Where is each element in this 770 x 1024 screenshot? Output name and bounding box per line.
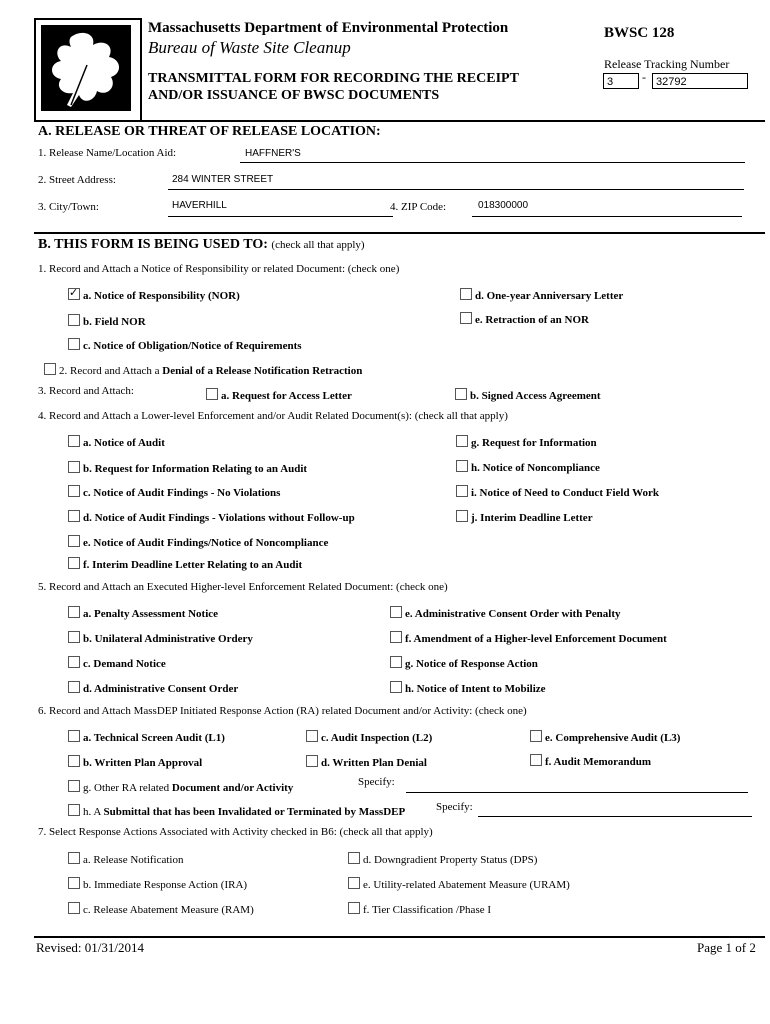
q1-option-e[interactable]: [460, 312, 589, 326]
q1-b-label: b. Field NOR: [83, 316, 146, 328]
q5-h-label: h. Notice of Intent to Mobilize: [405, 683, 546, 695]
q6-f-label: f. Audit Memorandum: [545, 756, 652, 768]
q6-h-prefix: h. A: [83, 806, 104, 818]
q4-option-h[interactable]: [456, 460, 600, 474]
q5-b-label: b. Unilateral Administrative Ordery: [83, 633, 253, 645]
form-title-line2: AND/OR ISSUANCE OF BWSC DOCUMENTS: [148, 88, 440, 103]
q3-option-b[interactable]: [455, 388, 601, 402]
q5-option-f[interactable]: [390, 631, 667, 645]
checkbox-icon[interactable]: [306, 730, 318, 742]
q5-option-c[interactable]: [68, 656, 166, 670]
q4-option-a[interactable]: [68, 435, 165, 449]
checkbox-icon[interactable]: [68, 656, 80, 668]
release-name-label: 1. Release Name/Location Aid:: [38, 147, 177, 159]
q7-option-d[interactable]: [348, 852, 537, 866]
q4-option-e[interactable]: [68, 535, 328, 549]
checkbox-icon[interactable]: [348, 852, 360, 864]
zip-code-label: 4. ZIP Code:: [390, 201, 447, 213]
checkbox-icon[interactable]: [348, 902, 360, 914]
rtn-part2-field[interactable]: 32792: [652, 73, 748, 89]
q6-g-specify-label: Specify:: [358, 776, 395, 788]
q6-option-d[interactable]: [306, 755, 427, 769]
q3-option-a[interactable]: [206, 388, 352, 402]
section-a-divider: [34, 232, 765, 234]
checkbox-icon[interactable]: [456, 460, 468, 472]
q6-label: 6. Record and Attach MassDEP Initiated Response Action (RA) related Document and/or Activity: (check one): [38, 705, 527, 717]
q1-option-b[interactable]: [68, 314, 146, 328]
street-address-field[interactable]: 284 WINTER STREET: [172, 174, 274, 185]
checkbox-icon[interactable]: [456, 435, 468, 447]
checkbox-icon[interactable]: [68, 461, 80, 473]
q6-option-c[interactable]: [306, 730, 432, 744]
checkbox-icon[interactable]: [206, 388, 218, 400]
checkbox-icon[interactable]: [44, 363, 56, 375]
q6-c-label: c. Audit Inspection (L2): [321, 732, 433, 744]
q3-a-label: a. Request for Access Letter: [221, 390, 352, 402]
checkbox-icon[interactable]: [68, 557, 80, 569]
q3-b-label: b. Signed Access Agreement: [470, 390, 601, 402]
q5-c-label: c. Demand Notice: [83, 658, 166, 670]
q2-option[interactable]: [44, 363, 362, 377]
q5-g-label: g. Notice of Response Action: [405, 658, 538, 670]
q5-f-label: f. Amendment of a Higher-level Enforcement Document: [405, 633, 667, 645]
q7-option-e[interactable]: [348, 877, 570, 891]
rtn-dash: -: [642, 70, 646, 84]
checkbox-icon[interactable]: [68, 631, 80, 643]
q4-option-c[interactable]: [68, 485, 280, 499]
q5-option-g[interactable]: [390, 656, 538, 670]
q1-c-label: c. Notice of Obligation/Notice of Requirements: [83, 340, 302, 352]
q5-option-h[interactable]: [390, 681, 546, 695]
q4-option-b[interactable]: [68, 461, 307, 475]
oak-leaf-icon: [41, 25, 131, 111]
checkbox-checked-icon[interactable]: [68, 288, 80, 300]
checkbox-icon[interactable]: [460, 312, 472, 324]
q5-d-label: d. Administrative Consent Order: [83, 683, 239, 695]
q6-option-f[interactable]: [530, 754, 651, 768]
q7-label: 7. Select Response Actions Associated with Activity checked in B6: (check all that apply): [38, 826, 433, 838]
checkbox-icon[interactable]: [390, 606, 402, 618]
city-town-label: 3. City/Town:: [38, 201, 99, 213]
q7-e-label: e. Utility-related Abatement Measure (URAM): [363, 879, 570, 891]
release-name-underline: [240, 162, 745, 163]
form-id: BWSC 128: [604, 25, 675, 41]
q1-a-label: a. Notice of Responsibility (NOR): [83, 290, 240, 302]
checkbox-icon[interactable]: [390, 656, 402, 668]
q5-e-label: e. Administrative Consent Order with Penalty: [405, 608, 621, 620]
q5-option-e[interactable]: [390, 606, 621, 620]
checkbox-icon[interactable]: [68, 681, 80, 693]
rtn-label: Release Tracking Number: [604, 57, 730, 71]
checkbox-icon[interactable]: [68, 804, 80, 816]
q3-label: 3. Record and Attach:: [38, 385, 134, 397]
q4-j-label: j. Interim Deadline Letter: [471, 512, 593, 524]
q4-a-label: a. Notice of Audit: [83, 437, 165, 449]
zip-code-underline: [472, 216, 742, 217]
q6-option-b[interactable]: [68, 755, 202, 769]
bureau-name: Bureau of Waste Site Cleanup: [148, 38, 351, 57]
q1-d-label: d. One-year Anniversary Letter: [475, 290, 624, 302]
checkbox-icon[interactable]: [68, 852, 80, 864]
checkbox-icon[interactable]: [68, 780, 80, 792]
q6-d-label: d. Written Plan Denial: [321, 757, 427, 769]
q4-i-label: i. Notice of Need to Conduct Field Work: [471, 487, 660, 499]
checkbox-icon[interactable]: [68, 535, 80, 547]
checkbox-icon[interactable]: [348, 877, 360, 889]
q7-option-b[interactable]: [68, 877, 247, 891]
checkbox-icon[interactable]: [68, 755, 80, 767]
q4-f-label: f. Interim Deadline Letter Relating to an Audit: [83, 559, 303, 571]
q1-option-a[interactable]: [68, 288, 240, 302]
q6-h-specify-field[interactable]: [478, 816, 752, 817]
q7-d-label: d. Downgradient Property Status (DPS): [363, 854, 538, 866]
form-title-line1: TRANSMITTAL FORM FOR RECORDING THE RECEIPT: [148, 71, 519, 86]
q1-option-c[interactable]: [68, 338, 302, 352]
q5-option-b[interactable]: [68, 631, 253, 645]
checkbox-icon[interactable]: [460, 288, 472, 300]
q6-option-h[interactable]: [68, 804, 405, 818]
zip-code-field[interactable]: 018300000: [478, 200, 529, 211]
section-b-title: [38, 237, 365, 253]
checkbox-icon[interactable]: [456, 510, 468, 522]
rtn-part1-field[interactable]: 3: [603, 73, 639, 89]
checkbox-icon[interactable]: [68, 902, 80, 914]
checkbox-icon[interactable]: [68, 606, 80, 618]
q6-h-bold: Submittal that has been Invalidated or Terminated by MassDEP: [103, 806, 406, 818]
q6-option-g[interactable]: [68, 780, 293, 794]
q6-e-label: e. Comprehensive Audit (L3): [545, 732, 681, 744]
q4-c-label: c. Notice of Audit Findings - No Violations: [83, 487, 281, 499]
city-town-field[interactable]: HAVERHILL: [172, 200, 227, 211]
q7-option-c[interactable]: [68, 902, 254, 916]
q2-prefix: 2. Record and Attach a: [59, 365, 163, 377]
checkbox-icon[interactable]: [390, 631, 402, 643]
revised-date: Revised: 01/31/2014: [36, 940, 144, 955]
q7-option-a[interactable]: [68, 852, 184, 866]
section-b-title-text: B. THIS FORM IS BEING USED TO:: [38, 237, 268, 252]
q6-g-specify-field[interactable]: [406, 792, 748, 793]
q6-b-label: b. Written Plan Approval: [83, 757, 203, 769]
agency-name: Massachusetts Department of Environmental Protection: [148, 20, 509, 36]
q4-e-label: e. Notice of Audit Findings/Notice of Noncompliance: [83, 537, 329, 549]
page-number: Page 1 of 2: [697, 940, 756, 955]
checkbox-icon[interactable]: [68, 338, 80, 350]
q4-option-f[interactable]: [68, 557, 302, 571]
q5-a-label: a. Penalty Assessment Notice: [83, 608, 219, 620]
release-name-field[interactable]: HAFFNER'S: [245, 148, 301, 159]
q4-option-d[interactable]: [68, 510, 355, 524]
q6-h-specify-label: Specify:: [436, 801, 473, 813]
q7-option-f[interactable]: [348, 902, 491, 916]
q4-label: 4. Record and Attach a Lower-level Enforcement and/or Audit Related Document(s): (check all that apply): [38, 410, 508, 422]
checkbox-icon[interactable]: [68, 485, 80, 497]
q1-option-d[interactable]: [460, 288, 623, 302]
checkbox-icon[interactable]: [68, 877, 80, 889]
q7-c-label: c. Release Abatement Measure (RAM): [83, 904, 254, 916]
footer-divider: [34, 936, 765, 938]
q6-option-e[interactable]: [530, 730, 680, 744]
q4-option-j[interactable]: [456, 510, 593, 524]
checkbox-icon[interactable]: [530, 754, 542, 766]
q4-d-label: d. Notice of Audit Findings - Violations without Follow-up: [83, 512, 355, 524]
checkbox-icon[interactable]: [68, 435, 80, 447]
section-b-title-note: (check all that apply): [271, 239, 365, 251]
q4-g-label: g. Request for Information: [471, 437, 597, 449]
city-town-underline: [168, 216, 393, 217]
q7-b-label: b. Immediate Response Action (IRA): [83, 879, 248, 891]
massdep-logo: [34, 18, 142, 122]
q6-option-a[interactable]: [68, 730, 225, 744]
q2-bold: Denial of a Release Notification Retraction: [162, 365, 363, 377]
header-divider: [34, 120, 765, 122]
checkbox-icon[interactable]: [530, 730, 542, 742]
checkbox-icon[interactable]: [455, 388, 467, 400]
checkbox-icon[interactable]: [68, 510, 80, 522]
q5-option-d[interactable]: [68, 681, 238, 695]
q4-option-i[interactable]: [456, 485, 659, 499]
checkbox-icon[interactable]: [390, 681, 402, 693]
q1-label: 1. Record and Attach a Notice of Responsibility or related Document: (check one): [38, 263, 400, 275]
street-address-underline: [168, 189, 744, 190]
checkbox-icon[interactable]: [456, 485, 468, 497]
checkbox-icon[interactable]: [68, 314, 80, 326]
q4-h-label: h. Notice of Noncompliance: [471, 462, 600, 474]
section-a-title: A. RELEASE OR THREAT OF RELEASE LOCATION:: [38, 124, 381, 139]
q7-f-label: f. Tier Classification /Phase I: [363, 904, 492, 916]
street-address-label: 2. Street Address:: [38, 174, 116, 186]
q6-g-bold: Document and/or Activity: [171, 782, 294, 794]
q4-b-label: b. Request for Information Relating to an Audit: [83, 463, 308, 475]
checkbox-icon[interactable]: [306, 755, 318, 767]
q5-label: 5. Record and Attach an Executed Higher-level Enforcement Related Document: (check one): [38, 581, 448, 593]
checkbox-icon[interactable]: [68, 730, 80, 742]
q4-option-g[interactable]: [456, 435, 597, 449]
q6-g-prefix: g. Other RA related: [83, 782, 172, 794]
q7-a-label: a. Release Notification: [83, 854, 184, 866]
q5-option-a[interactable]: [68, 606, 218, 620]
q6-a-label: a. Technical Screen Audit (L1): [83, 732, 225, 744]
q1-e-label: e. Retraction of an NOR: [475, 314, 589, 326]
